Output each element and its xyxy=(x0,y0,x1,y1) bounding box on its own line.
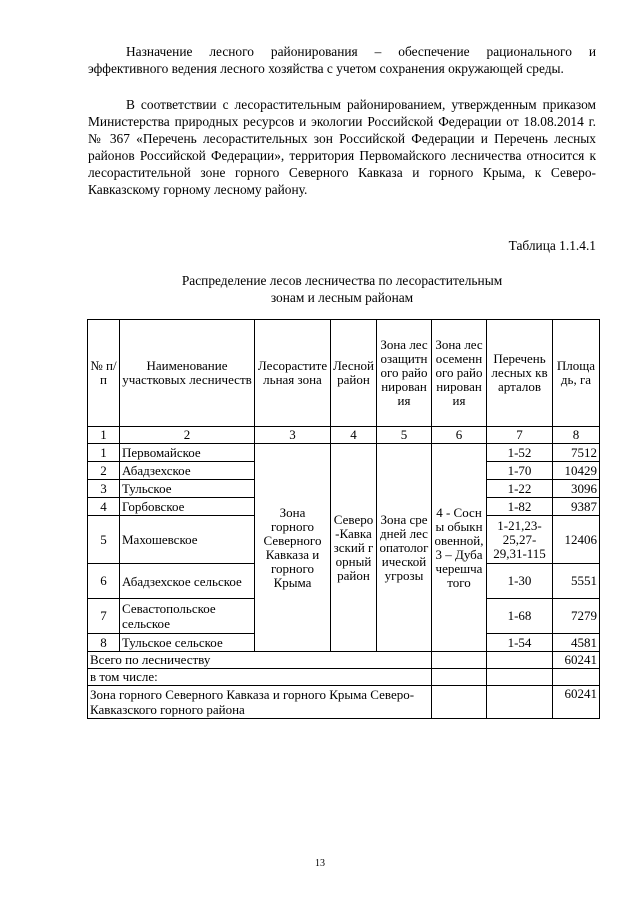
table-title-line-1: Распределение лесов лесничества по лесорастительным xyxy=(181,273,503,288)
empty-cell xyxy=(487,652,553,669)
header-number: 3 xyxy=(255,427,331,444)
paragraph-purpose xyxy=(88,43,596,77)
row-num: 3 xyxy=(88,480,120,498)
merged-zone: Зона горного Северного Кавказа и горного Крыма xyxy=(255,444,331,652)
empty-cell xyxy=(553,669,600,686)
header-number: 5 xyxy=(377,427,432,444)
row-quarters: 1-30 xyxy=(487,564,553,599)
row-name: Абадзехское сельское xyxy=(120,564,255,599)
merged-protective: Зона средней лесопатологической угрозы xyxy=(377,444,432,652)
table-caption: Таблица 1.1.4.1 xyxy=(508,238,596,253)
row-name: Тульское сельское xyxy=(120,634,255,652)
row-num: 1 xyxy=(88,444,120,462)
header-number: 1 xyxy=(88,427,120,444)
table-title-line-2: зонам и лесным районам xyxy=(270,290,414,305)
row-area: 12406 xyxy=(553,516,600,564)
zone-total-area: 60241 xyxy=(553,686,600,719)
header-area: Площадь, га xyxy=(553,320,600,427)
row-quarters: 1-70 xyxy=(487,462,553,480)
row-name: Тульское xyxy=(120,480,255,498)
merged-district: Северо-Кавказский горный район xyxy=(331,444,377,652)
row-name: Махошевское xyxy=(120,516,255,564)
zone-total-label: Зона горного Северного Кавказа и горного Крыма Северо-Кавказского горного района xyxy=(88,686,432,719)
forest-distribution-table xyxy=(87,319,600,719)
header-protective: Зона лесозащитного районирования xyxy=(377,320,432,427)
header-quarters: Перечень лесных кварталов xyxy=(487,320,553,427)
row-quarters: 1-82 xyxy=(487,498,553,516)
row-area: 9387 xyxy=(553,498,600,516)
header-number: 2 xyxy=(120,427,255,444)
row-name: Горбовское xyxy=(120,498,255,516)
row-area: 5551 xyxy=(553,564,600,599)
row-name: Первомайское xyxy=(120,444,255,462)
header-zone: Лесорастительная зона xyxy=(255,320,331,427)
row-num: 6 xyxy=(88,564,120,599)
including-row xyxy=(88,669,600,686)
table-title xyxy=(88,272,596,306)
including-label: в том числе: xyxy=(88,669,432,686)
total-area: 60241 xyxy=(553,652,600,669)
row-area: 7279 xyxy=(553,599,600,634)
row-quarters: 1-52 xyxy=(487,444,553,462)
row-num: 8 xyxy=(88,634,120,652)
header-num: № п/п xyxy=(88,320,120,427)
row-quarters: 1-21,23-25,27-29,31-115 xyxy=(487,516,553,564)
row-quarters: 1-22 xyxy=(487,480,553,498)
row-area: 4581 xyxy=(553,634,600,652)
header-number: 7 xyxy=(487,427,553,444)
empty-cell xyxy=(487,669,553,686)
row-num: 5 xyxy=(88,516,120,564)
row-name: Севастопольское сельское xyxy=(120,599,255,634)
empty-cell xyxy=(487,686,553,719)
zone-total-row xyxy=(88,686,600,719)
header-number: 4 xyxy=(331,427,377,444)
row-name: Абадзехское xyxy=(120,462,255,480)
empty-cell xyxy=(432,652,487,669)
header-number: 6 xyxy=(432,427,487,444)
header-number: 8 xyxy=(553,427,600,444)
total-row xyxy=(88,652,600,669)
total-label: Всего по лесничеству xyxy=(88,652,432,669)
header-number-row xyxy=(88,427,600,444)
empty-cell xyxy=(432,686,487,719)
header-row xyxy=(88,320,600,427)
row-quarters: 1-68 xyxy=(487,599,553,634)
paragraph-zoning-text: В соответствии с лесорастительным районированием, утвержденным приказом Министерства природных ресурсов и экологии Российской Федерации от 18.08.2014 г. № 367 «Перечень лесорастительных зон Российской Федерации и Перечень лесных районов Российской Федерации», территория Первомайского лесничества относится к лесорастительной зоне горного Северного Кавказа и горного Крыма, к Северо-Кавказскому горному лесному району. xyxy=(88,97,596,197)
row-num: 2 xyxy=(88,462,120,480)
merged-seed: 4 - Сосны обыкновенной, 3 – Дуба черешчатого xyxy=(432,444,487,652)
empty-cell xyxy=(432,669,487,686)
header-name: Наименование участковых лесничеств xyxy=(120,320,255,427)
paragraph-purpose-text: Назначение лесного районирования – обеспечение рационального и эффективного ведения лесного хозяйства с учетом сохранения окружающей среды. xyxy=(88,44,596,76)
header-seed: Зона лесосеменного районирования xyxy=(432,320,487,427)
paragraph-zoning xyxy=(88,96,596,198)
row-num: 4 xyxy=(88,498,120,516)
row-area: 3096 xyxy=(553,480,600,498)
table-row xyxy=(88,444,600,462)
row-quarters: 1-54 xyxy=(487,634,553,652)
row-area: 7512 xyxy=(553,444,600,462)
row-num: 7 xyxy=(88,599,120,634)
header-district: Лесной район xyxy=(331,320,377,427)
page-number: 13 xyxy=(315,858,325,869)
row-area: 10429 xyxy=(553,462,600,480)
